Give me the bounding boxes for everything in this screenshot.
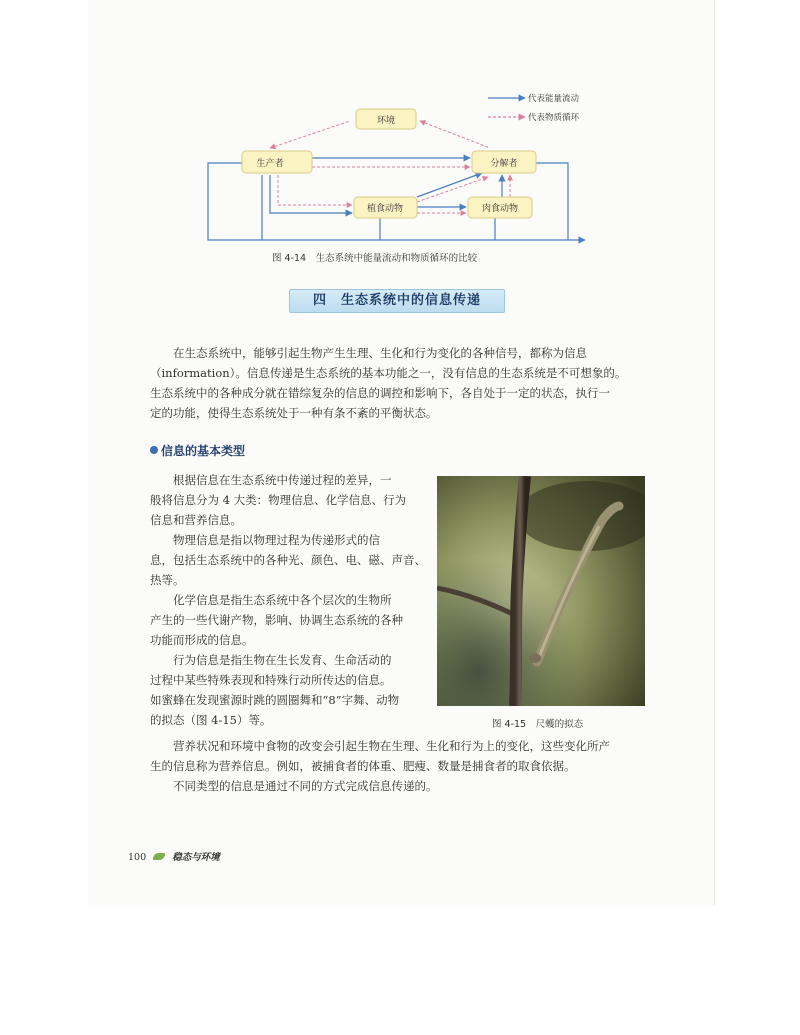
para2-line-2: 息，包括生态系统中的各种光、颜色、电、磁、声音、: [150, 553, 426, 567]
para1-line-1: 根据信息在生态系统中传递过程的差异，一: [173, 473, 392, 487]
producer-to-herbivore-energy: [270, 175, 352, 213]
figure-4-14-caption: 图 4-14 生态系统中能量流动和物质循环的比较: [272, 253, 478, 264]
diagram-legend: [488, 93, 580, 123]
node-decomposer: [472, 151, 536, 173]
node-carnivore-label: 肉食动物: [481, 204, 519, 214]
node-herbivore: [354, 197, 417, 218]
subsection-heading-text: 信息的基本类型: [161, 444, 246, 458]
tail-line-3: 不同类型的信息是通过不同的方式完成信息传递的。: [173, 779, 438, 793]
para3-line-2: 产生的一些代谢产物，影响、协调生态系统的各种: [150, 613, 403, 627]
node-herbivore-label: 植食动物: [366, 204, 404, 214]
leaf-icon: [153, 853, 165, 860]
node-decomposer-label: 分解者: [490, 159, 518, 169]
para3-line-3: 功能而形成的信息。: [150, 633, 254, 647]
tail-paragraph: [150, 736, 645, 796]
intro-line-1: 在生态系统中，能够引起生物产生生理、生化和行为变化的各种信号，都称为信息: [173, 346, 587, 360]
legend-energy-label: 代表能量流动: [528, 94, 580, 104]
para1-line-3: 信息和营养信息。: [150, 513, 242, 527]
node-environment-label: 环境: [376, 116, 396, 126]
intro-line-3: 生态系统中的各种成分就在错综复杂的信息的调控和影响下，各自处于一定的状态，执行一: [150, 386, 610, 400]
page-footer: [128, 849, 220, 863]
book-title: 稳态与环境: [172, 852, 220, 863]
subsection-heading: [150, 442, 245, 459]
section-title: 四 生态系统中的信息传递: [289, 289, 505, 313]
legend-matter-label: 代表物质循环: [528, 113, 580, 123]
left-column-text: [150, 470, 430, 730]
para4-line-2: 过程中某些特殊表现和特殊行动所传达的信息。: [150, 673, 392, 687]
intro-line-4: 定的功能，使得生态系统处于一种有条不紊的平衡状态。: [150, 406, 438, 420]
node-producer-label: 生产者: [256, 159, 284, 169]
node-carnivore: [468, 197, 532, 218]
para4-line-4: 的拟态（图 4-15）等。: [150, 713, 272, 727]
para4-line-3: 如蜜蜂在发现蜜源时跳的圆圈舞和“8”字舞、动物: [150, 693, 400, 707]
herbivore-to-decomposer-energy: [417, 173, 482, 197]
para3-line-1: 化学信息是指生态系统中各个层次的生物所: [173, 593, 392, 607]
decomposer-energy-out: [535, 163, 568, 240]
energy-matter-diagram: [190, 85, 610, 250]
inchworm-photo-graphic: [437, 476, 645, 706]
node-producer: [242, 151, 312, 173]
tail-line-1: 营养状况和环境中食物的改变会引起生物在生理、生化和行为上的变化，这些变化所产: [173, 739, 610, 753]
page-number: 100: [128, 852, 147, 863]
intro-paragraph: [150, 343, 645, 423]
para1-line-2: 般将信息分为 4 大类：物理信息、化学信息、行为: [150, 493, 407, 507]
para4-line-1: 行为信息是指生物在生长发育、生命活动的: [173, 653, 392, 667]
tail-line-2: 生的信息称为营养信息。例如，被捕食者的体重、肥瘦、数量是捕食者的取食依据。: [150, 759, 576, 773]
intro-line-2: （information）。信息传递是生态系统的基本功能之一，没有信息的生态系统是不可想象的。: [150, 366, 627, 380]
inchworm-photo: [437, 476, 645, 706]
figure-4-15-caption: 图 4-15 尺蠖的拟态: [492, 719, 584, 730]
node-environment: [356, 109, 416, 129]
para2-line-3: 热等。: [150, 573, 185, 587]
environment-producer-cycle: [270, 121, 350, 148]
bullet-dot-icon: [150, 446, 158, 454]
producer-to-herbivore-matter: [278, 175, 352, 205]
decomposer-environment-cycle: [420, 121, 490, 148]
para2-line-1: 物理信息是指以物理过程为传递形式的信: [173, 533, 380, 547]
